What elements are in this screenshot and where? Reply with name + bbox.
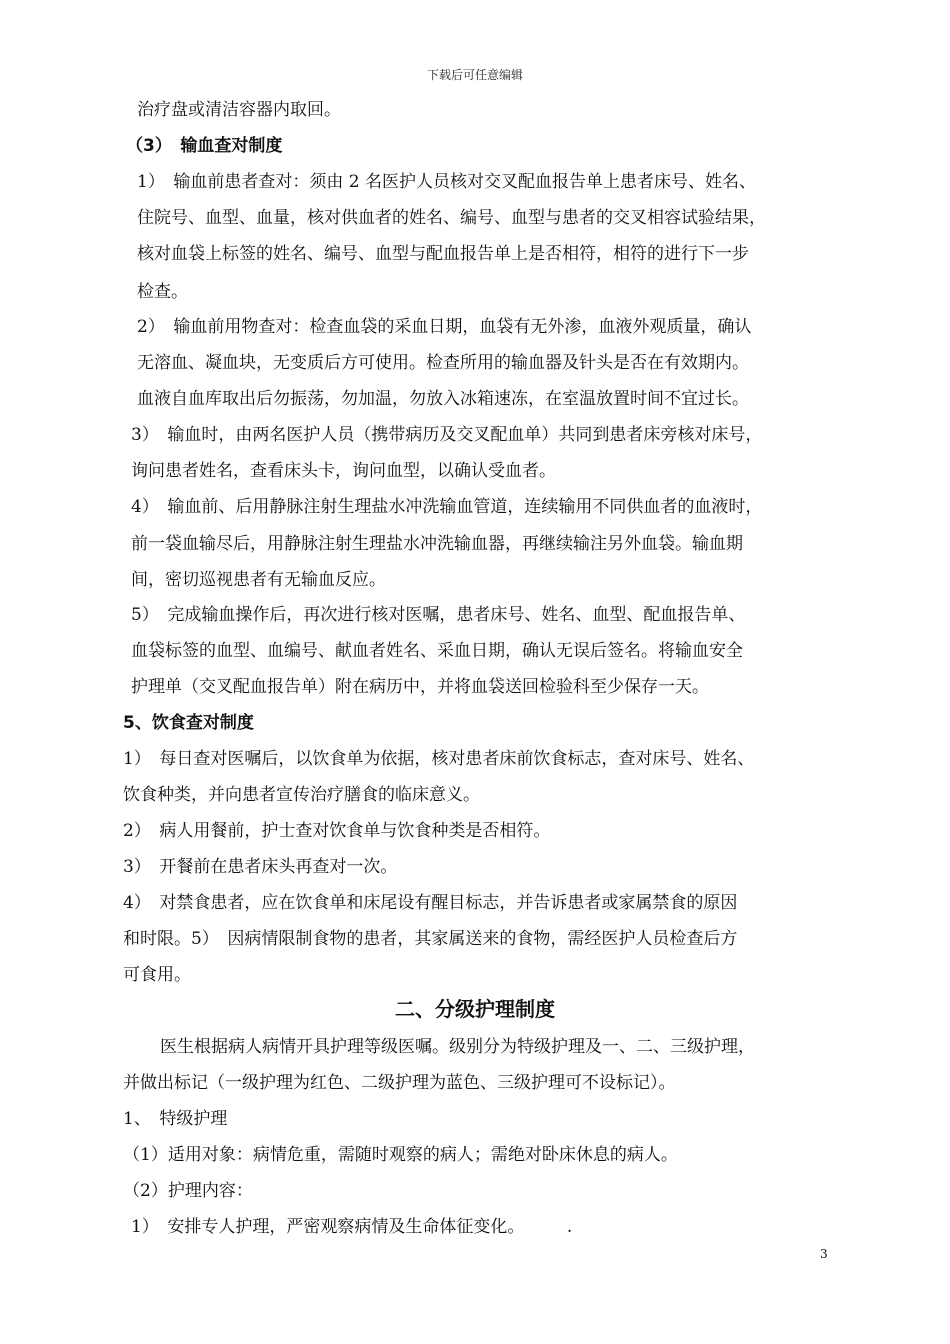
- text-line: 核对血袋上标签的姓名、编号、血型与配血报告单上是否相符，相符的进行下一步: [137, 244, 749, 264]
- text-line: （2）护理内容：: [123, 1181, 253, 1201]
- subsection-heading: （3） 输血查对制度: [126, 136, 283, 156]
- text-line: （1）适用对象：病情危重，需随时观察的病人；需绝对卧床休息的病人。: [123, 1145, 678, 1165]
- text-line: 1） 每日查对医嘱后，以饮食单为依据，核对患者床前饮食标志，查对床号、姓名、: [123, 749, 755, 769]
- text-line: 无溶血、凝血块，无变质后方可使用。检查所用的输血器及针头是否在有效期内。: [137, 353, 749, 373]
- text-line: 和时限。5） 因病情限制食物的患者，其家属送来的食物，需经医护人员检查后方: [123, 929, 738, 949]
- text-line: 1） 安排专人护理，严密观察病情及生命体征变化。 .: [131, 1217, 573, 1237]
- page-number: 3: [820, 1247, 828, 1261]
- text-line: 住院号、血型、血量，核对供血者的姓名、编号、血型与患者的交叉相容试验结果，: [137, 208, 766, 228]
- text-line: 治疗盘或清洁容器内取回。: [137, 100, 341, 120]
- text-line: 血液自血库取出后勿振荡，勿加温，勿放入冰箱速冻，在室温放置时间不宜过长。: [137, 389, 749, 409]
- text-line: 1） 输血前患者查对：须由 2 名医护人员核对交叉配血报告单上患者床号、姓名、: [137, 172, 756, 192]
- text-line: 2） 病人用餐前，护士查对饮食单与饮食种类是否相符。: [123, 821, 551, 841]
- text-line: 4） 输血前、后用静脉注射生理盐水冲洗输血管道，连续输用不同供血者的血液时，: [131, 497, 763, 517]
- text-line: 3） 输血时，由两名医护人员（携带病历及交叉配血单）共同到患者床旁核对床号，: [131, 425, 763, 445]
- page-header: 下载后可任意编辑: [426, 68, 523, 82]
- text-line: 检查。: [137, 282, 188, 302]
- text-line: 询问患者姓名，查看床头卡，询问血型，以确认受血者。: [131, 461, 556, 481]
- text-line: 血袋标签的血型、血编号、献血者姓名、采血日期，确认无误后签名。将输血安全: [131, 641, 743, 661]
- text-line: 前一袋血输尽后，用静脉注射生理盐水冲洗输血器，再继续输注另外血袋。输血期: [131, 534, 743, 554]
- section-heading: 5、饮食查对制度: [123, 713, 254, 733]
- text-line: 2） 输血前用物查对：检查血袋的采血日期，血袋有无外渗，血液外观质量，确认: [137, 317, 752, 337]
- text-line: 1、 特级护理: [123, 1109, 228, 1129]
- section-title: 二、分级护理制度: [395, 997, 555, 1021]
- text-line: 可食用。: [123, 965, 191, 985]
- text-line: 5） 完成输血操作后，再次进行核对医嘱，患者床号、姓名、血型、配血报告单、: [131, 605, 746, 625]
- text-line: 饮食种类，并向患者宣传治疗膳食的临床意义。: [123, 785, 480, 805]
- text-line: 4） 对禁食患者，应在饮食单和床尾设有醒目标志，并告诉患者或家属禁食的原因: [123, 893, 738, 913]
- text-line: 并做出标记（一级护理为红色、二级护理为蓝色、三级护理可不设标记）。: [123, 1073, 676, 1093]
- text-line: 3） 开餐前在患者床头再查对一次。: [123, 857, 398, 877]
- text-line: 间，密切巡视患者有无输血反应。: [131, 570, 386, 590]
- text-line: 医生根据病人病情开具护理等级医嘱。级别分为特级护理及一、二、三级护理，: [160, 1037, 755, 1057]
- text-line: 护理单（交叉配血报告单）附在病历中，并将血袋送回检验科至少保存一天。: [131, 677, 709, 697]
